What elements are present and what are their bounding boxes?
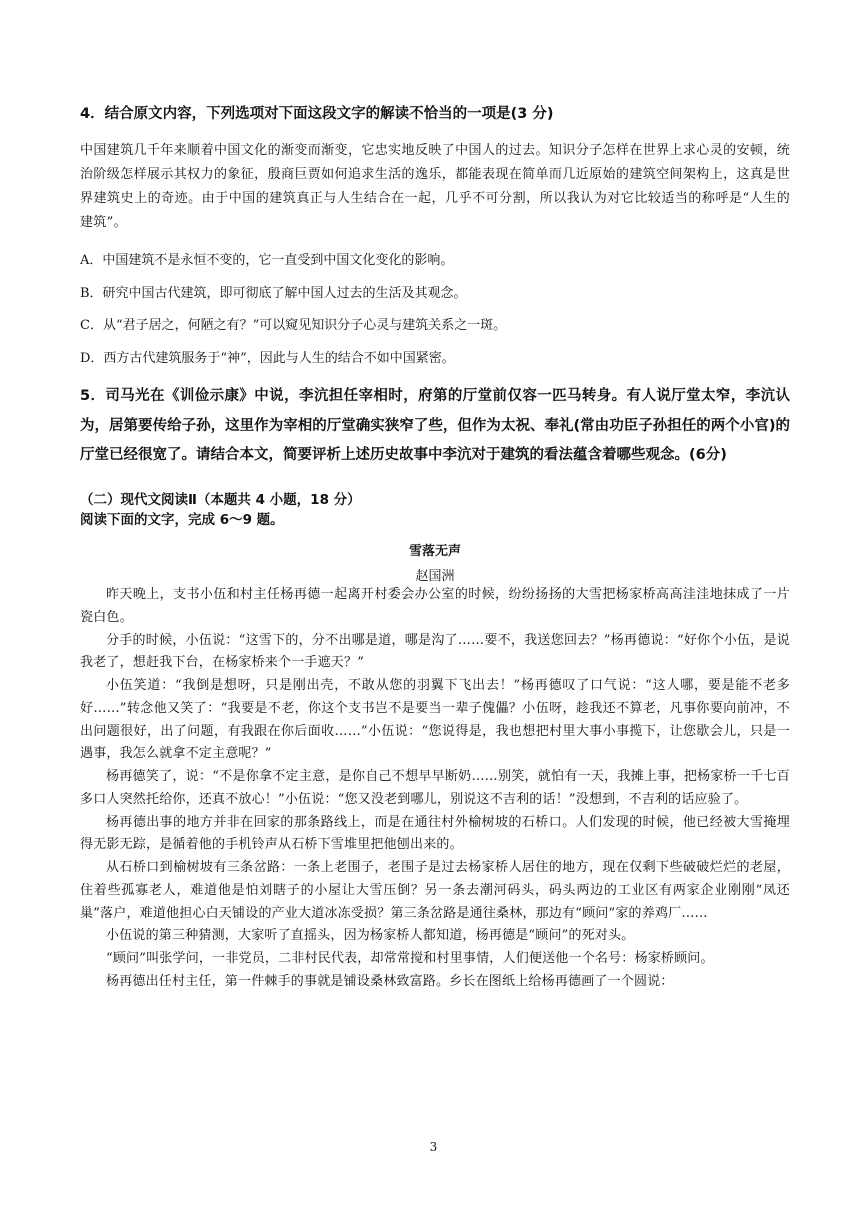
story-paragraph: 小伍说的第三种猜测，大家听了直摇头，因为杨家桥人都知道，杨再德是“顾问”的死对头。	[106, 928, 635, 944]
question-4-title: 4．结合原文内容，下列选项对下面这段文字的解读不恰当的一项是(3 分)	[80, 106, 554, 122]
option-a: A．中国建筑不是永恒不变的，它一直受到中国文化变化的影响。	[80, 252, 454, 268]
story-paragraph: 小伍笑道：“我倒是想呀，只是刚出壳，不敢从您的羽翼下飞出去！”杨再德叹了口气说：“这人哪，要是能不老多好……”转念他又笑了：“我要是不老，你这个支书岂不是要当一辈子傀儡？小伍呀，趁我还不算老，凡事你要向前冲，不出问题很好，出了问题，有我跟在你后面收……”小伍说：“您说得是，我也想把村里大事小事揽下，让您歇会儿，只是一遇事，我怎么就拿不定主意呢？”	[80, 678, 790, 762]
option-b: B．研究中国古代建筑，即可彻底了解中国人过去的生活及其观念。	[80, 285, 467, 301]
option-c: C．从“君子居之，何陋之有？”可以窥见知识分子心灵与建筑关系之一斑。	[80, 318, 507, 334]
option-d: D．西方古代建筑服务于“神”，因此与人生的结合不如中国紧密。	[80, 351, 455, 367]
story-paragraph: 从石桥口到榆树坡有三条岔路：一条上老围子，老围子是过去杨家桥人居住的地方，现在仅剩下些破破烂烂的老屋，住着些孤寡老人，难道他是怕刘瞎子的小屋让大雪压倒？另一条去潮河码头，码头两边的工业区有两家企业刚刚“凤还巢”落户，难道他担心白天铺设的产业大道冰冻受损？第三条岔路是通往桑林，那边有“顾问”家的养鸡厂……	[80, 860, 790, 921]
section-instruction: 阅读下面的文字，完成 6～9 题。	[80, 511, 284, 528]
question-4-passage: 中国建筑几千年来顺着中国文化的渐变而渐变，它忠实地反映了中国人的过去。知识分子怎样在世界上求心灵的安顿，统治阶级怎样展示其权力的象征，殷商巨贾如何追求生活的逸乐，都能表现在简单而几近原始的建筑空间架构上，这真是世界建筑史上的奇迹。由于中国的建筑真正与人生结合在一起，几乎不可分割，所以我认为对它比较适当的称呼是“人生的建筑”。	[80, 142, 790, 230]
section-heading: （二）现代文阅读Ⅱ（本题共 4 小题，18 分）	[80, 492, 361, 509]
story-paragraph: “顾问”叫张学问，一非党员，二非村民代表，却常常搅和村里事情，人们便送他一个名号：杨家桥顾问。	[106, 951, 714, 967]
exam-page	[80, 0, 790, 994]
story-paragraph: 杨再德出事的地方并非在回家的那条路线上，而是在通往村外榆树坡的石桥口。人们发现的时候，他已经被大雪掩埋得无影无踪，是循着他的手机铃声从石桥下雪堆里把他刨出来的。	[80, 814, 790, 853]
story-author: 赵国洲	[415, 569, 455, 585]
story-paragraph: 昨天晚上，支书小伍和村主任杨再德一起离开村委会办公室的时候，纷纷扬扬的大雪把杨家桥高高洼洼地抹成了一片瓷白色。	[80, 587, 790, 625]
page-number: 3	[429, 1140, 438, 1154]
question-4-options	[80, 251, 790, 370]
story-paragraph: 杨再德笑了，说：“不是你拿不定主意，是你自己不想早早断奶……别笑，就怕有一天，我摊上事，把杨家桥一千七百多口人突然托给你，还真不放心！”小伍说：“您又没老到哪儿，别说这不吉利的话！”没想到，不吉利的话应验了。	[80, 769, 790, 807]
question-5-text: 5．司马光在《训俭示康》中说，李沆担任宰相时，府第的厅堂前仅容一匹马转身。有人说厅堂太窄，李沆认为，居第要传给子孙，这里作为宰相的厅堂确实狭窄了些，但作为太祝、奉礼(常由功臣子孙担任的两个小官)的厅堂已经很宽了。请结合本文，简要评析上述历史故事中李沆对于建筑的看法蕴含着哪些观念。(6分)	[80, 387, 790, 464]
story-title: 雪落无声	[408, 544, 461, 560]
story-paragraph: 杨再德出任村主任，第一件棘手的事就是铺设桑林致富路。乡长在图纸上给杨再德画了一个圆说：	[106, 973, 674, 989]
story-paragraph: 分手的时候，小伍说：“这雪下的，分不出哪是道，哪是沟了……要不，我送您回去？”杨再德说：“好你个小伍，是说我老了，想赶我下台，在杨家桥来个一手遮天？”	[80, 632, 790, 671]
story-body	[80, 584, 790, 994]
